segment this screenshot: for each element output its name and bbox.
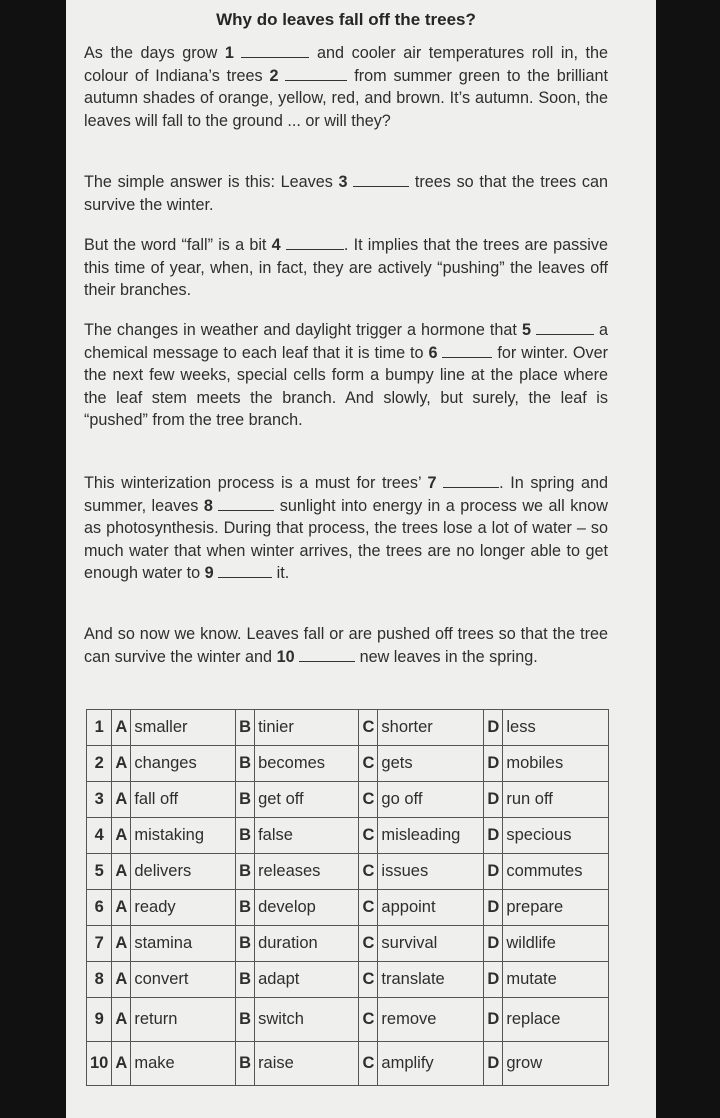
answer-gap[interactable] xyxy=(218,495,274,511)
option-letter: D xyxy=(484,962,503,998)
answer-gap[interactable] xyxy=(241,42,309,58)
option-letter: B xyxy=(236,818,255,854)
option-word[interactable]: run off xyxy=(503,782,609,818)
option-word[interactable]: ready xyxy=(131,890,236,926)
gap-number: 10 xyxy=(276,647,295,666)
option-row xyxy=(87,710,609,746)
option-word[interactable]: gets xyxy=(378,746,484,782)
option-word[interactable]: translate xyxy=(378,962,484,998)
question-number: 9 xyxy=(87,998,112,1042)
option-word[interactable]: delivers xyxy=(131,854,236,890)
question-number: 6 xyxy=(87,890,112,926)
option-letter: D xyxy=(484,818,503,854)
option-letter: D xyxy=(484,710,503,746)
question-number: 7 xyxy=(87,926,112,962)
option-row xyxy=(87,998,609,1042)
option-word[interactable]: survival xyxy=(378,926,484,962)
page-title: Why do leaves fall off the trees? xyxy=(216,10,476,29)
option-letter: C xyxy=(359,782,378,818)
option-letter: B xyxy=(236,890,255,926)
answer-gap[interactable] xyxy=(536,319,594,335)
option-word[interactable]: prepare xyxy=(503,890,609,926)
gap-number: 8 xyxy=(203,496,213,515)
option-word[interactable]: mistaking xyxy=(131,818,236,854)
option-word[interactable]: less xyxy=(503,710,609,746)
option-word[interactable]: specious xyxy=(503,818,609,854)
option-letter: D xyxy=(484,890,503,926)
option-word[interactable]: make xyxy=(131,1042,236,1086)
question-number: 1 xyxy=(87,710,112,746)
question-number: 8 xyxy=(87,962,112,998)
option-word[interactable]: becomes xyxy=(255,746,359,782)
option-word[interactable]: shorter xyxy=(378,710,484,746)
gap-number: 4 xyxy=(271,236,281,254)
question-number: 4 xyxy=(87,818,112,854)
option-row xyxy=(87,782,609,818)
option-letter: C xyxy=(359,926,378,962)
answer-gap[interactable] xyxy=(218,562,272,578)
option-row xyxy=(87,926,609,962)
option-word[interactable]: grow xyxy=(503,1042,609,1086)
option-letter: A xyxy=(112,746,131,782)
option-letter: B xyxy=(236,962,255,998)
option-letter: B xyxy=(236,1042,255,1086)
option-letter: B xyxy=(236,710,255,746)
options-table xyxy=(86,709,609,1086)
option-word[interactable]: remove xyxy=(378,998,484,1042)
option-letter: A xyxy=(112,854,131,890)
option-word[interactable]: stamina xyxy=(131,926,236,962)
option-word[interactable]: replace xyxy=(503,998,609,1042)
option-letter: D xyxy=(484,998,503,1042)
paragraph: But the word “fall” is a bit 4 . It implies that the trees are passive this time of year, when, in fact, they are actively “pushing” the leaves off their branches. xyxy=(84,236,608,300)
worksheet-page xyxy=(66,0,656,1118)
option-letter: B xyxy=(236,782,255,818)
paragraph: The simple answer is this: Leaves 3 trees so that the trees can survive the winter. xyxy=(84,173,608,214)
option-word[interactable]: convert xyxy=(131,962,236,998)
option-letter: D xyxy=(484,926,503,962)
option-word[interactable]: misleading xyxy=(378,818,484,854)
option-word[interactable]: switch xyxy=(255,998,359,1042)
option-word[interactable]: issues xyxy=(378,854,484,890)
question-number: 2 xyxy=(87,746,112,782)
option-letter: B xyxy=(236,746,255,782)
option-row xyxy=(87,854,609,890)
option-word[interactable]: duration xyxy=(255,926,359,962)
option-letter: A xyxy=(112,998,131,1042)
question-number: 10 xyxy=(87,1042,112,1086)
option-word[interactable]: go off xyxy=(378,782,484,818)
option-word[interactable]: smaller xyxy=(131,710,236,746)
option-word[interactable]: mobiles xyxy=(503,746,609,782)
option-letter: C xyxy=(359,998,378,1042)
answer-gap[interactable] xyxy=(442,342,492,358)
option-letter: C xyxy=(359,818,378,854)
option-letter: C xyxy=(359,890,378,926)
option-word[interactable]: releases xyxy=(255,854,359,890)
option-word[interactable]: fall off xyxy=(131,782,236,818)
option-word[interactable]: mutate xyxy=(503,962,609,998)
answer-gap[interactable] xyxy=(443,472,499,488)
answer-gap[interactable] xyxy=(353,171,409,187)
option-word[interactable]: wildlife xyxy=(503,926,609,962)
option-letter: B xyxy=(236,926,255,962)
question-number: 3 xyxy=(87,782,112,818)
option-letter: A xyxy=(112,818,131,854)
option-word[interactable]: raise xyxy=(255,1042,359,1086)
option-letter: D xyxy=(484,782,503,818)
paragraph: And so now we know. Leaves fall or are pushed off trees so that the tree can survive the winter and 10 new leaves in the spring. xyxy=(84,625,608,666)
option-word[interactable]: return xyxy=(131,998,236,1042)
option-letter: D xyxy=(484,854,503,890)
option-letter: C xyxy=(359,1042,378,1086)
gap-number: 7 xyxy=(427,474,437,492)
paragraph: The changes in weather and daylight trigger a hormone that 5 a chemical message to each leaf that it is time to 6 for winter. Over the next few weeks, special cells form a bumpy line at the place where the leaf stem meets the branch. And slowly, but surely, the leaf is “pushed” from the tree branch. xyxy=(84,321,608,430)
option-word[interactable]: develop xyxy=(255,890,359,926)
option-letter: B xyxy=(236,854,255,890)
option-word[interactable]: false xyxy=(255,818,359,854)
paragraph: This winterization process is a must for trees’ 7 . In spring and summer, leaves 8 sunlight into energy in a process we all know as photosynthesis. During that process, the trees lose a lot of water – so much water that when winter arrives, the trees are no longer able to get enough water to 9 it. xyxy=(84,474,609,583)
gap-number: 9 xyxy=(204,564,214,583)
option-letter: C xyxy=(359,746,378,782)
option-word[interactable]: tinier xyxy=(255,710,359,746)
option-letter: A xyxy=(112,926,131,962)
question-number: 5 xyxy=(87,854,112,890)
gap-number: 5 xyxy=(521,321,531,339)
paragraph: As the days grow 1 and cooler air temperatures roll in, the colour of Indiana’s trees 2 from summer green to the brilliant autumn shades of orange, yellow, red, and brown. It’s autumn. Soon, the leaves will fall to the ground ... or will they? xyxy=(84,44,609,130)
option-letter: C xyxy=(359,710,378,746)
answer-gap[interactable] xyxy=(285,65,347,81)
option-letter: A xyxy=(112,710,131,746)
option-word[interactable]: adapt xyxy=(255,962,359,998)
option-word[interactable]: appoint xyxy=(378,890,484,926)
option-letter: C xyxy=(359,962,378,998)
answer-gap[interactable] xyxy=(286,234,344,250)
option-letter: A xyxy=(112,782,131,818)
option-word[interactable]: changes xyxy=(131,746,236,782)
answer-gap[interactable] xyxy=(299,646,355,662)
option-row xyxy=(87,962,609,998)
option-row xyxy=(87,890,609,926)
option-row xyxy=(87,746,609,782)
option-word[interactable]: amplify xyxy=(378,1042,484,1086)
option-letter: A xyxy=(112,890,131,926)
option-word[interactable]: commutes xyxy=(503,854,609,890)
option-letter: A xyxy=(112,962,131,998)
gap-number: 6 xyxy=(428,343,438,362)
gap-number: 3 xyxy=(338,173,348,191)
option-letter: C xyxy=(359,854,378,890)
option-word[interactable]: get off xyxy=(255,782,359,818)
option-letter: B xyxy=(236,998,255,1042)
gap-number: 1 xyxy=(224,44,234,62)
option-letter: D xyxy=(484,746,503,782)
gap-number: 2 xyxy=(269,66,279,85)
option-letter: D xyxy=(484,1042,503,1086)
option-row xyxy=(87,1042,609,1086)
option-row xyxy=(87,818,609,854)
option-letter: A xyxy=(112,1042,131,1086)
